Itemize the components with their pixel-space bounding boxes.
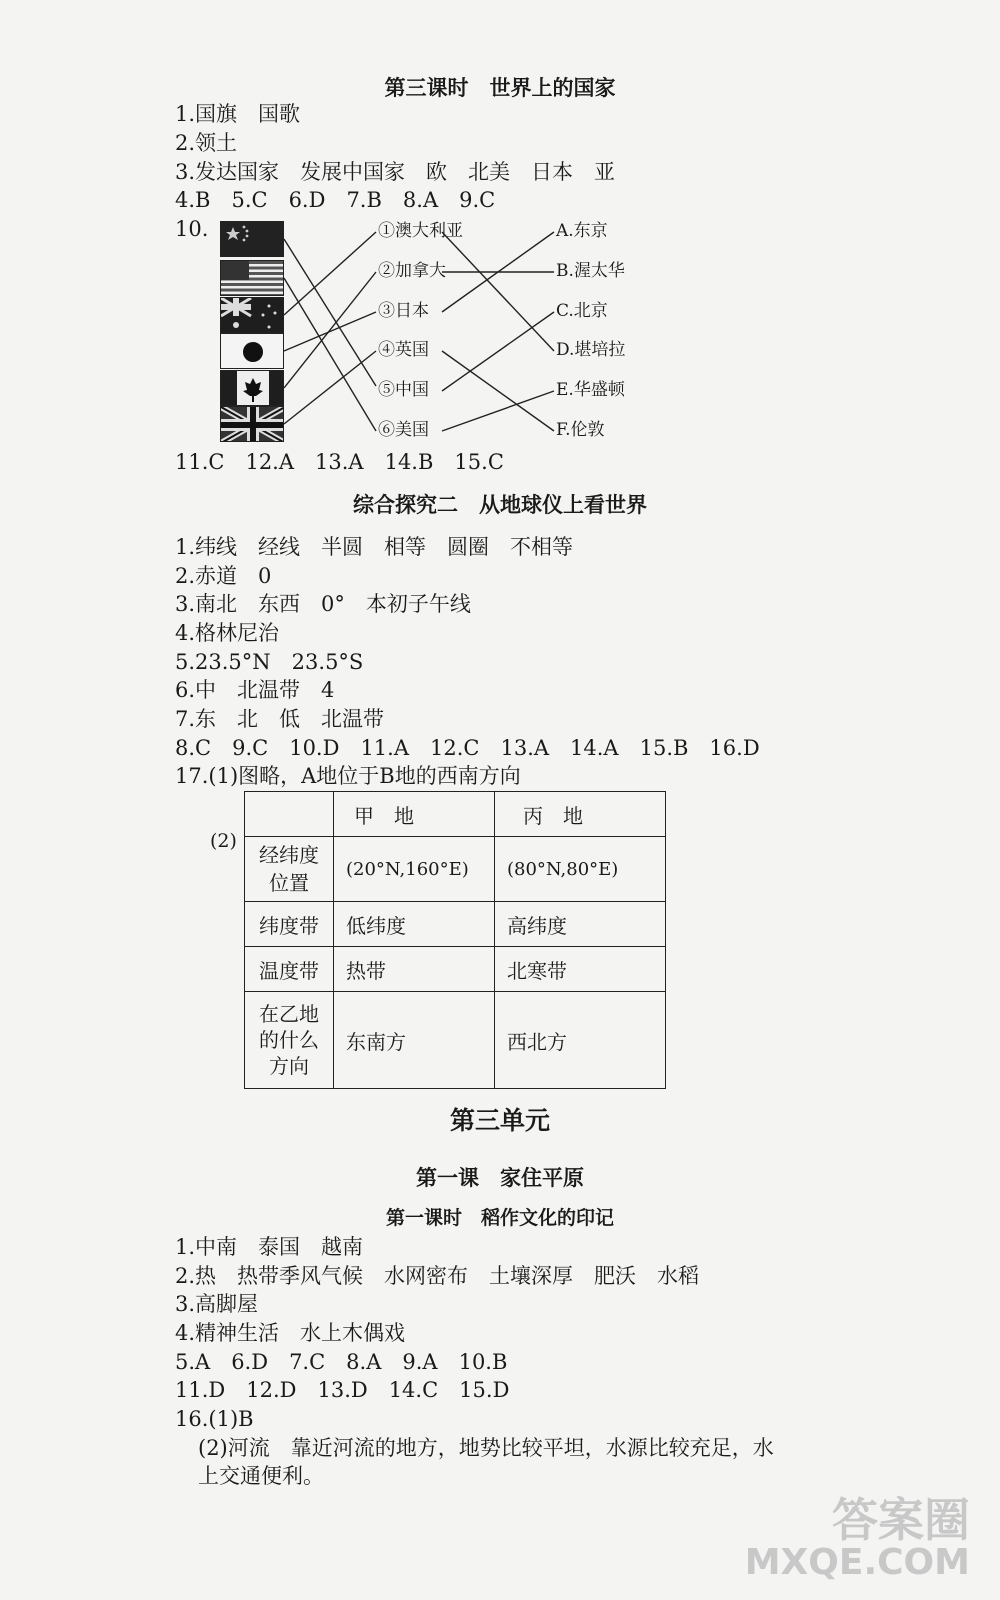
capital-label: C.北京 bbox=[556, 301, 608, 321]
table-cell: 热带 bbox=[334, 947, 495, 992]
answer-line: 2.热 热带季风气候 水网密布 土壤深厚 肥沃 水稻 bbox=[175, 1264, 700, 1288]
answer-line: 16.(1)B bbox=[175, 1407, 254, 1431]
watermark bbox=[744, 1492, 970, 1584]
answer-line: 5.A 6.D 7.C 8.A 9.A 10.B bbox=[175, 1350, 508, 1374]
table-row-label: 经纬度位置 bbox=[245, 837, 334, 902]
answer-line: 7.东 北 低 北温带 bbox=[175, 707, 385, 731]
capital-label: B.渥太华 bbox=[556, 261, 625, 281]
table-row-label: 在乙地的什么方向 bbox=[245, 992, 334, 1089]
table-cell: 低纬度 bbox=[334, 902, 495, 947]
answer-line: 3.发达国家 发展中国家 欧 北美 日本 亚 bbox=[175, 160, 616, 184]
answer-line: 17.(1)图略，A地位于B地的西南方向 bbox=[175, 764, 521, 788]
capital-label: F.伦敦 bbox=[556, 420, 605, 440]
answer-line: 1.中南 泰国 越南 bbox=[175, 1235, 364, 1259]
table-cell: (80°N,80°E) bbox=[495, 837, 666, 902]
answer-line: 11.D 12.D 13.D 14.C 15.D bbox=[175, 1378, 510, 1402]
section-title-countries: 第三课时 世界上的国家 bbox=[384, 76, 616, 100]
answer-line: 4.B 5.C 6.D 7.B 8.A 9.C bbox=[175, 188, 496, 212]
answer-line: 上交通便利。 bbox=[198, 1464, 324, 1488]
table-cell: 西北方 bbox=[495, 992, 666, 1089]
answer-line: 1.国旗 国歌 bbox=[175, 102, 301, 126]
answer-line: 2.赤道 0 bbox=[175, 564, 272, 588]
capital-label: A.东京 bbox=[556, 221, 608, 241]
country-label: ④英国 bbox=[378, 340, 429, 360]
matching-lines bbox=[0, 0, 1000, 460]
section-title-rice-culture: 第一课时 稻作文化的印记 bbox=[385, 1207, 614, 1229]
country-label: ②加拿大 bbox=[378, 261, 446, 281]
answer-line: 4.精神生活 水上木偶戏 bbox=[175, 1321, 406, 1345]
country-label: ③日本 bbox=[378, 301, 429, 321]
answer-line: 8.C 9.C 10.D 11.A 12.C 13.A 14.A 15.B 16.D bbox=[175, 736, 760, 760]
capital-label: D.堪培拉 bbox=[556, 340, 626, 360]
country-label: ⑥美国 bbox=[378, 420, 429, 440]
capital-label: E.华盛顿 bbox=[556, 380, 625, 400]
table-cell: 北寒带 bbox=[495, 947, 666, 992]
answer-line: 2.领土 bbox=[175, 131, 238, 155]
table-cell: 高纬度 bbox=[495, 902, 666, 947]
country-label: ⑤中国 bbox=[378, 380, 429, 400]
answer-line: 4.格林尼治 bbox=[175, 621, 280, 645]
answer-line: 11.C 12.A 13.A 14.B 15.C bbox=[175, 450, 504, 474]
answer-line: 3.南北 东西 0° 本初子午线 bbox=[175, 592, 471, 616]
country-label: ①澳大利亚 bbox=[378, 221, 463, 241]
answer-line: (2)河流 靠近河流的地方，地势比较平坦，水源比较充足，水 bbox=[198, 1436, 774, 1460]
table-cell: 东南方 bbox=[334, 992, 495, 1089]
answer-line: 6.中 北温带 4 bbox=[175, 678, 335, 702]
table-row-label: 纬度带 bbox=[245, 902, 334, 947]
watermark-logo: 答案圈 bbox=[832, 1492, 970, 1547]
unit-title: 第三单元 bbox=[449, 1106, 550, 1135]
q17-2-label: (2) bbox=[210, 830, 237, 852]
table-header-cell: 丙 地 bbox=[495, 792, 666, 837]
lesson-title: 第一课 家住平原 bbox=[416, 1166, 584, 1190]
table-row-label: 温度带 bbox=[245, 947, 334, 992]
answer-table bbox=[244, 791, 666, 1089]
answer-line: 3.高脚屋 bbox=[175, 1292, 259, 1316]
answer-line: 1.纬线 经线 半圆 相等 圆圈 不相等 bbox=[175, 535, 574, 559]
q10-label: 10. bbox=[175, 217, 209, 241]
table-header-cell: 甲 地 bbox=[334, 792, 495, 837]
table-header-cell bbox=[245, 792, 334, 837]
section-title-globe: 综合探究二 从地球仪上看世界 bbox=[353, 493, 647, 517]
watermark-url: MXQE.COM bbox=[744, 1542, 970, 1584]
table-cell: (20°N,160°E) bbox=[334, 837, 495, 902]
answer-line: 5.23.5°N 23.5°S bbox=[175, 650, 364, 674]
